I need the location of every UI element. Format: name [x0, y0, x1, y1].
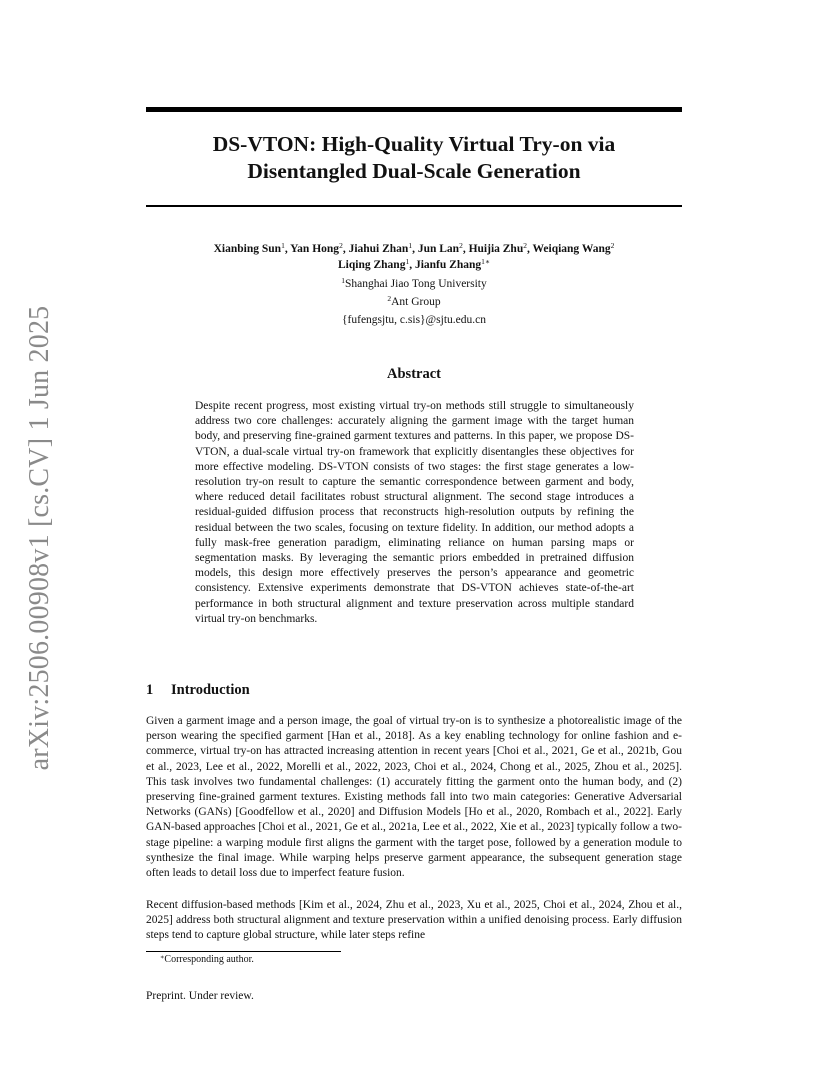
footnote [160, 953, 254, 967]
title-line-2: Disentangled Dual-Scale Generation [247, 159, 581, 183]
author-name: Xianbing Sun [213, 243, 282, 255]
title-line-1: DS-VTON: High-Quality Virtual Try-on via [212, 132, 616, 156]
section-title: Introduction [171, 682, 250, 698]
section-heading-introduction [146, 682, 250, 699]
footnote-mark: ∗ [160, 954, 165, 961]
affiliation-mark: 2 [339, 241, 343, 250]
introduction-paragraph-1 [146, 714, 682, 881]
paragraph-text: Given a garment image and a person image, the goal of virtual try-on is to synthesize a photorealistic image of the person wearing the specified garment [Han et al., 2018]. As a key enabling technology for online fashion and e-commerce, virtual try-on has attracted increasing attention in recent years [Choi et al., 2021, Ge et al., 2021b, Gou et al., 2023, Lee et al., 2022, Morelli et al., 2022, 2023, Choi et al., 2024, Chong et al., 2025, Zhou et al., 2025]. This task involves two fundamental challenges: (1) accurately fitting the garment onto the human body, and (2) preserving fine-grained garment textures. Existing methods fall into two main categories: Generative Adversarial Networks (GANs) [Goodfellow et al., 2020] and Diffusion Models [Ho et al., 2020, Rombach et al., 2022]. Early GAN-based approaches [Choi et al., 2021, Ge et al., 2021a, Lee et al., 2022, Xie et al., 2023] typically follow a two-stage pipeline: a warping module first aligns the garment with the target pose, followed by a generation module to synthesize the final image. While warping helps preserve garment appearance, the subsequent generation stage often leads to detail loss due to imperfect feature fusion. [146, 715, 682, 880]
affiliation-mark: 1 [408, 241, 413, 250]
footnote-text: Corresponding author. [164, 954, 254, 965]
affiliation-mark: 2 [387, 294, 392, 303]
affiliation-mark: 1 [341, 276, 345, 285]
affiliation-mark: 2 [459, 241, 463, 250]
footnote-rule [146, 951, 341, 952]
paper-title [146, 131, 682, 185]
affiliation-name: Shanghai Jiao Tong University [344, 278, 487, 290]
author-name: Jianfu Zhang [414, 259, 482, 271]
paragraph-text: Recent diffusion-based methods [Kim et al., 2024, Zhu et al., 2023, Xu et al., 2025, Choi et al., 2024, Zhou et al., 2025] address both structural alignment and texture preservation within a unified denoising process. Early diffusion steps tend to capture global structure, while later steps refine [146, 899, 682, 942]
affiliation-mark: 1 [405, 257, 410, 266]
introduction-paragraph-2 [146, 898, 682, 944]
contact-email[interactable]: {fufengsjtu, c.sis}@sjtu.edu.cn [342, 314, 486, 326]
affiliation-1 [146, 277, 682, 292]
author-name: Huijia Zhu [468, 243, 524, 255]
title-bottom-rule [146, 205, 682, 207]
author-name: Weiqiang Wang [532, 243, 611, 255]
author-name: Yan Hong [290, 243, 340, 255]
author-line-2: Liqing Zhang$^1$, Jianfu Zhang$^{1∗}$ [338, 257, 490, 271]
affiliation-2 [146, 295, 682, 310]
arxiv-identifier[interactable]: arXiv:2506.00908v1 [cs.CV] 1 Jun 2025 [24, 305, 55, 771]
affiliation-mark: 1∗ [481, 257, 490, 266]
author-list [146, 241, 682, 273]
title-top-rule [146, 107, 682, 112]
abstract-text: Despite recent progress, most existing virtual try-on methods still struggle to simultaneously address two core challenges: accurately aligning the garment image with the target human body, and preserving fine-grained garment textures and patterns. In this paper, we propose DS-VTON, a dual-scale virtual try-on framework that explicitly disentangles these objectives for more effective modeling. DS-VTON consists of two stages: the first stage generates a low-resolution try-on result to capture the semantic correspondence between garment and body, where reduced detail facilitates robust structural alignment. The second stage introduces a residual-guided diffusion process that reconstructs high-resolution outputs by refining the residual between the two scales, focusing on texture fidelity. In addition, our method adopts a fully mask-free generation paradigm, eliminating reliance on human parsing maps or segmentation masks. By leveraging the semantic priors embedded in pretrained diffusion models, this design more effectively preserves the person’s appearance and geometric consistency. Extensive experiments demonstrate that DS-VTON achieves state-of-the-art performance in both structural alignment and texture preservation across multiple standard virtual try-on benchmarks. [195, 400, 634, 625]
affiliation-mark: 2 [610, 241, 615, 250]
abstract-heading: Abstract [387, 366, 441, 382]
affiliation-name: Ant Group [391, 296, 441, 308]
author-name: Jiahui Zhan [348, 243, 409, 255]
section-number: 1 [146, 682, 154, 698]
author-name: Jun Lan [417, 243, 460, 255]
preprint-note: Preprint. Under review. [146, 990, 254, 1002]
affiliation-mark: 2 [523, 241, 527, 250]
author-name: Liqing Zhang [338, 259, 406, 271]
affiliation-mark: 1 [281, 241, 285, 250]
author-line-1: Xianbing Sun$^1$, Yan Hong$^2$, Jiahui Zhan$^1$, Jun Lan$^2$, Huijia Zhu$^2$, Weiqiang Wang$^2$ [213, 241, 615, 255]
abstract-body [195, 399, 634, 627]
